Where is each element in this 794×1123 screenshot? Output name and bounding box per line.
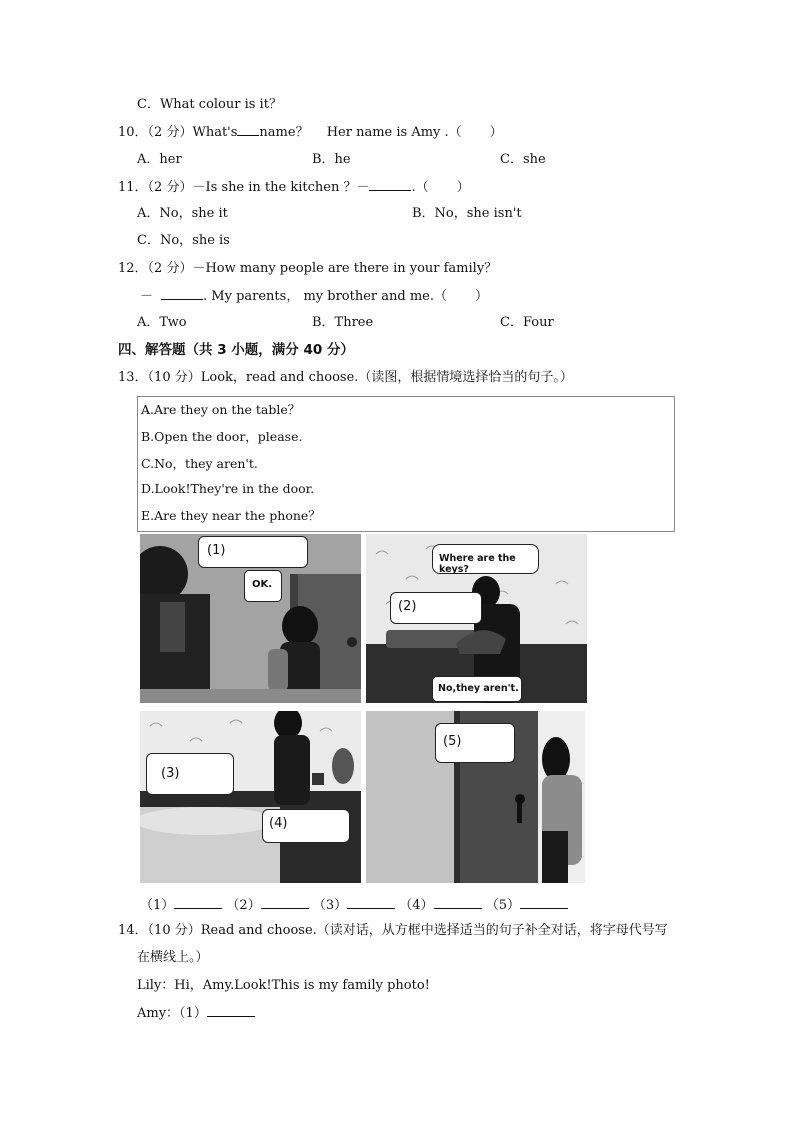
q10-blank[interactable]: [237, 123, 259, 136]
comic-panel-3: [140, 711, 361, 883]
q13-answer-5-blank[interactable]: [520, 896, 568, 909]
question-10: [118, 123, 503, 142]
bubble-ok-text: OK.: [252, 579, 273, 590]
q12-number: 12．: [118, 261, 148, 276]
q13-option-c: C.No，they aren't.: [141, 456, 258, 471]
q12-score: （2 分）: [147, 261, 193, 276]
q13-answer-1-label: （1）: [140, 898, 175, 913]
bubble-keys-text: Where are the keys?: [439, 553, 516, 575]
q13-number: 13．: [118, 370, 148, 385]
q10-number: 10．: [118, 125, 148, 140]
q13-answer-blanks: [140, 896, 568, 915]
q10-option-c: C．she: [500, 152, 546, 167]
speech-bubble-3: [146, 753, 234, 795]
q13-option-a: A.Are they on the table？: [141, 402, 301, 417]
question-14: [118, 922, 668, 940]
q12-answer-line: [140, 287, 488, 306]
bubble-no-text: No,they aren't.: [438, 683, 519, 694]
question-13: [118, 369, 573, 387]
q12-option-b: B．Three: [312, 315, 374, 330]
q11-question: －Is she in the kitchen ？－: [192, 180, 370, 195]
q13-option-box: [137, 396, 675, 532]
q10-pre: What's: [192, 125, 238, 140]
q13-answer-1-blank[interactable]: [174, 896, 222, 909]
comic-panel-2: [366, 534, 587, 703]
q10-sentence: Her name is Amy .（: [326, 125, 462, 140]
q14-instruction-cont: 在横线上。）: [137, 950, 209, 965]
q11-option-c: C．No，she is: [137, 233, 230, 248]
speech-bubble-1: [198, 536, 308, 568]
q10-option-a: A．her: [137, 152, 182, 167]
question-12: [118, 260, 497, 278]
q14-score: （10 分）: [147, 923, 201, 938]
q14-answer-1-blank[interactable]: [207, 1004, 255, 1017]
speech-bubble-5: [435, 723, 515, 763]
question-11: [118, 178, 470, 197]
q14-instruction: Read and choose.（读对话，从方框中选择适当的句子补全对话，将字母代号写: [200, 923, 668, 938]
speech-bubble-no: [432, 676, 522, 702]
q13-answer-5-label: （5）: [485, 898, 520, 913]
q12-question: －How many people are there in your family？: [192, 261, 498, 276]
q14-lily-line: Lily：Hi，Amy.Look!This is my family photo!: [137, 978, 430, 993]
q11-paren-close: ）: [456, 180, 470, 195]
q13-answer-2-label: （2）: [226, 898, 261, 913]
q13-option-d: D.Look!They're in the door.: [141, 481, 315, 496]
q13-answer-4-blank[interactable]: [434, 896, 482, 909]
section-4-title: 四、解答题（共 3 小题，满分 40 分）: [118, 342, 354, 358]
bubble-5-label: (5): [443, 734, 462, 749]
bubble-2-label: (2): [398, 599, 417, 614]
q11-dot-paren: .（: [411, 180, 429, 195]
q12-option-a: A．Two: [137, 315, 187, 330]
panel-3-illustration: [140, 711, 361, 883]
q14-number: 14．: [118, 923, 148, 938]
q13-answer-4-label: （4）: [399, 898, 434, 913]
speech-bubble-2: [390, 592, 482, 624]
q12-dash: －: [140, 289, 154, 304]
bubble-3-label: (3): [161, 766, 180, 781]
q11-option-b: B．No，she isn't: [412, 206, 522, 221]
speech-bubble-ok: [244, 570, 282, 602]
q11-score: （2 分）: [147, 180, 193, 195]
q13-answer-2-blank[interactable]: [261, 896, 309, 909]
q13-score: （10 分）: [147, 370, 201, 385]
q12-blank[interactable]: [161, 287, 203, 300]
bubble-4-label: (4): [269, 816, 288, 831]
q14-amy-line: [137, 1004, 255, 1023]
q9-option-c: C．What colour is it？: [137, 97, 282, 112]
q11-number: 11．: [118, 180, 148, 195]
q10-option-b: B．he: [312, 152, 351, 167]
q11-blank[interactable]: [369, 178, 411, 191]
bubble-1-label: (1): [207, 543, 226, 558]
q12-paren-close: ）: [474, 289, 488, 304]
comic-panel-1: [140, 534, 361, 703]
q13-answer-3-blank[interactable]: [347, 896, 395, 909]
q13-instruction: Look，read and choose.（读图，根据情境选择恰当的句子。）: [200, 370, 573, 385]
speech-bubble-keys: [432, 544, 539, 574]
q10-paren-close: ）: [489, 125, 503, 140]
speech-bubble-4: [262, 809, 350, 843]
q13-option-e: E.Are they near the phone？: [141, 508, 321, 523]
q12-option-c: C．Four: [500, 315, 554, 330]
comic-panel-4: [366, 711, 585, 883]
q10-post: name？: [259, 125, 309, 140]
q11-option-a: A．No，she it: [137, 206, 228, 221]
q10-score: （2 分）: [147, 125, 193, 140]
q13-answer-3-label: （3）: [312, 898, 348, 913]
q12-rest: . My parents， my brother and me.（: [203, 289, 447, 304]
q13-option-b: B.Open the door，please.: [141, 429, 303, 444]
q14-amy-text: Amy：（1）: [137, 1006, 207, 1021]
